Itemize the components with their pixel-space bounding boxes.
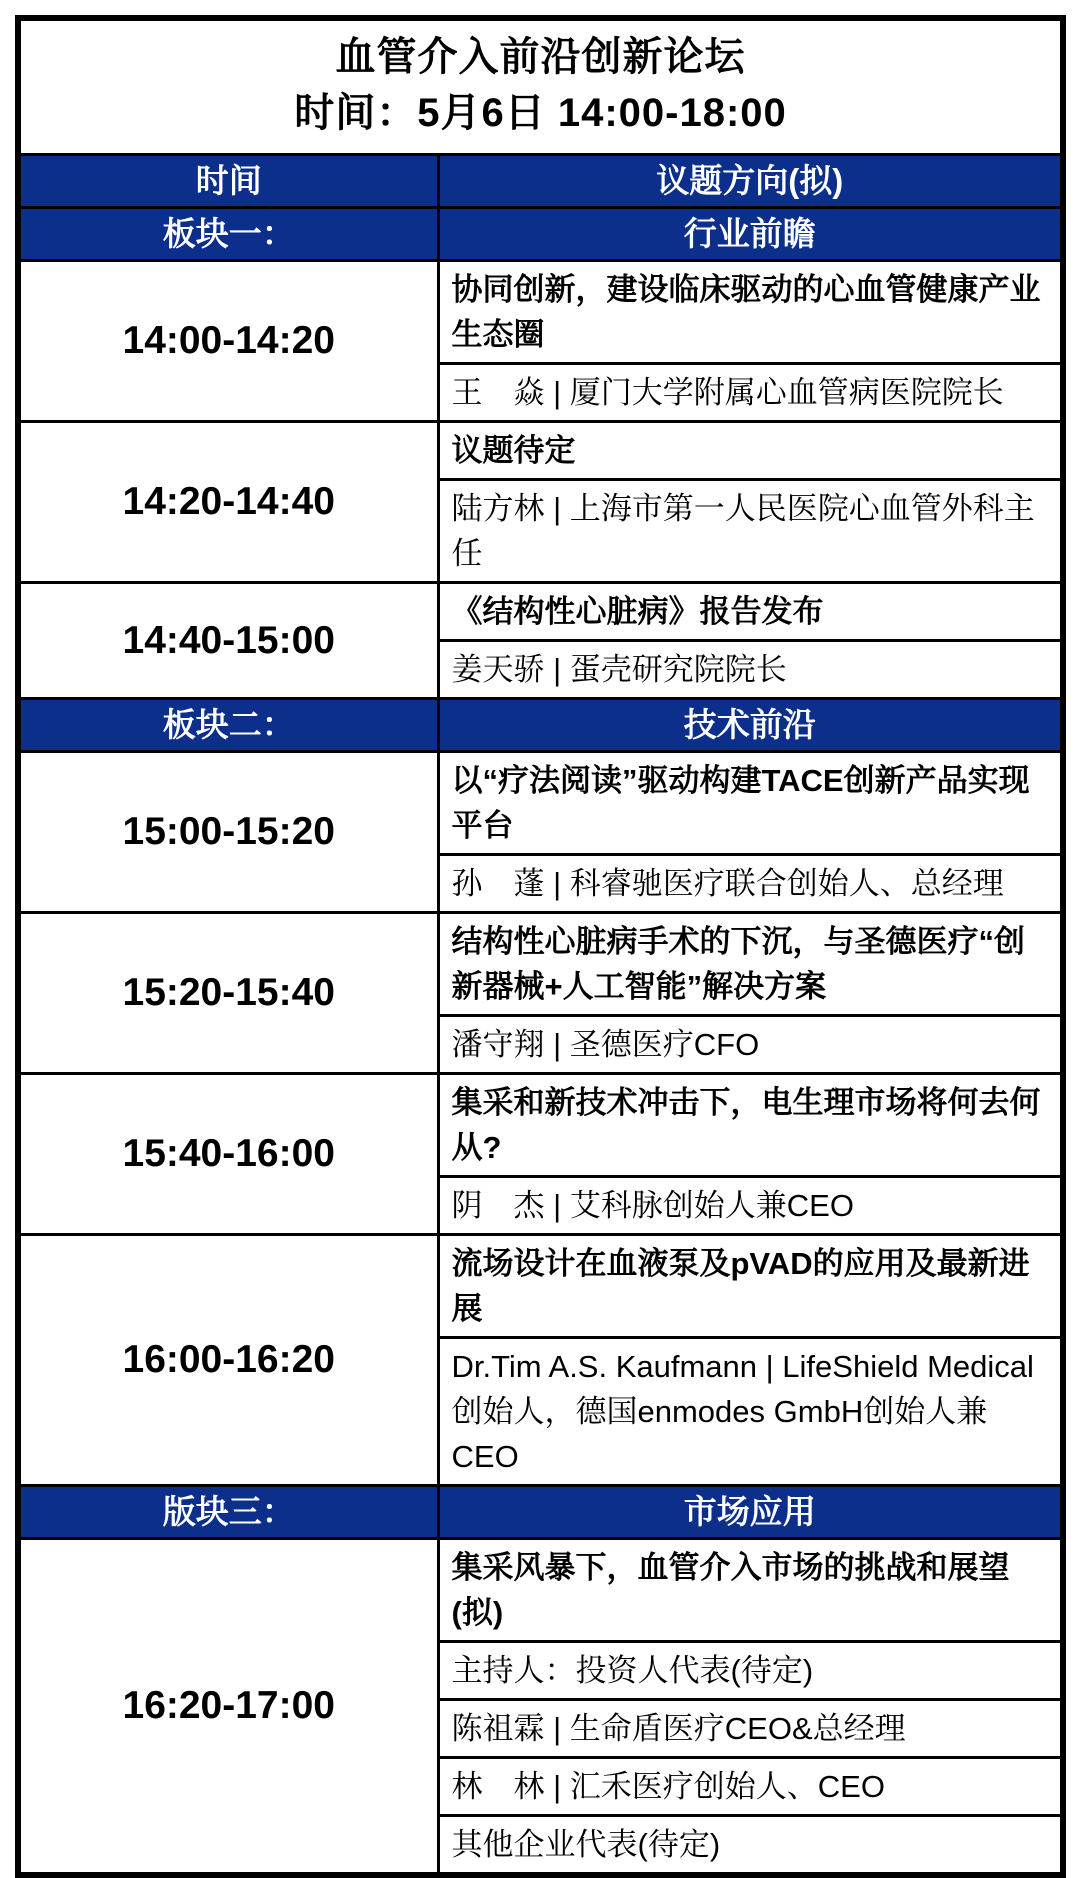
session-row xyxy=(18,1235,1063,1338)
session-speaker: 王 焱 | 厦门大学附属心血管病医院院长 xyxy=(438,364,1063,422)
forum-schedule: 时间：5月6日 14:00-18:00 xyxy=(294,91,787,135)
section-2-label: 板块二： xyxy=(18,699,438,752)
col-header-topic: 议题方向(拟) xyxy=(438,155,1063,208)
section-1-label: 板块一： xyxy=(18,208,438,261)
session-moderator: 主持人：投资人代表(待定) xyxy=(438,1642,1063,1700)
session-time: 14:00-14:20 xyxy=(18,261,438,422)
session-speaker: 陈祖霖 | 生命盾医疗CEO&总经理 xyxy=(438,1700,1063,1758)
section-1-header-row xyxy=(18,208,1063,261)
column-header-row xyxy=(18,155,1063,208)
session-speaker: 潘守翔 | 圣德医疗CFO xyxy=(438,1016,1063,1074)
title-cell xyxy=(18,18,1063,155)
session-row xyxy=(18,1074,1063,1177)
session-row xyxy=(18,752,1063,855)
session-speaker: 其他企业代表(待定) xyxy=(438,1816,1063,1876)
session-time: 15:00-15:20 xyxy=(18,752,438,913)
title-row xyxy=(18,18,1063,155)
session-time: 16:20-17:00 xyxy=(18,1539,438,1876)
session-speaker: 孙 蓬 | 科睿驰医疗联合创始人、总经理 xyxy=(438,855,1063,913)
session-time: 15:40-16:00 xyxy=(18,1074,438,1235)
agenda-table xyxy=(15,15,1066,1878)
session-topic: 议题待定 xyxy=(438,422,1063,480)
section-3-header-row xyxy=(18,1486,1063,1539)
session-topic: 集采和新技术冲击下，电生理市场将何去何从? xyxy=(438,1074,1063,1177)
session-speaker: 姜天骄 | 蛋壳研究院院长 xyxy=(438,641,1063,699)
session-topic: 协同创新，建设临床驱动的心血管健康产业生态圈 xyxy=(438,261,1063,364)
session-topic: 集采风暴下，血管介入市场的挑战和展望(拟) xyxy=(438,1539,1063,1642)
session-topic: 流场设计在血液泵及pVAD的应用及最新进展 xyxy=(438,1235,1063,1338)
session-topic: 结构性心脏病手术的下沉，与圣德医疗“创新器械+人工智能”解决方案 xyxy=(438,913,1063,1016)
forum-title: 血管介入前沿创新论坛 xyxy=(335,35,746,79)
session-row xyxy=(18,583,1063,641)
session-row xyxy=(18,422,1063,480)
section-1-title: 行业前瞻 xyxy=(438,208,1063,261)
session-speaker: 阴 杰 | 艾科脉创始人兼CEO xyxy=(438,1177,1063,1235)
session-time: 14:40-15:00 xyxy=(18,583,438,699)
session-speaker: 林 林 | 汇禾医疗创始人、CEO xyxy=(438,1758,1063,1816)
session-row xyxy=(18,261,1063,364)
session-speaker: 陆方林 | 上海市第一人民医院心血管外科主任 xyxy=(438,480,1063,583)
session-row xyxy=(18,1539,1063,1642)
section-3-label: 版块三： xyxy=(18,1486,438,1539)
session-time: 16:00-16:20 xyxy=(18,1235,438,1486)
session-time: 14:20-14:40 xyxy=(18,422,438,583)
section-2-title: 技术前沿 xyxy=(438,699,1063,752)
section-2-header-row xyxy=(18,699,1063,752)
section-3-title: 市场应用 xyxy=(438,1486,1063,1539)
session-topic: 以“疗法阅读”驱动构建TACE创新产品实现平台 xyxy=(438,752,1063,855)
session-row xyxy=(18,913,1063,1016)
col-header-time: 时间 xyxy=(18,155,438,208)
session-speaker: Dr.Tim A.S. Kaufmann | LifeShield Medical 创始人，德国enmodes GmbH创始人兼CEO xyxy=(438,1338,1063,1486)
session-time: 15:20-15:40 xyxy=(18,913,438,1074)
session-topic: 《结构性心脏病》报告发布 xyxy=(438,583,1063,641)
